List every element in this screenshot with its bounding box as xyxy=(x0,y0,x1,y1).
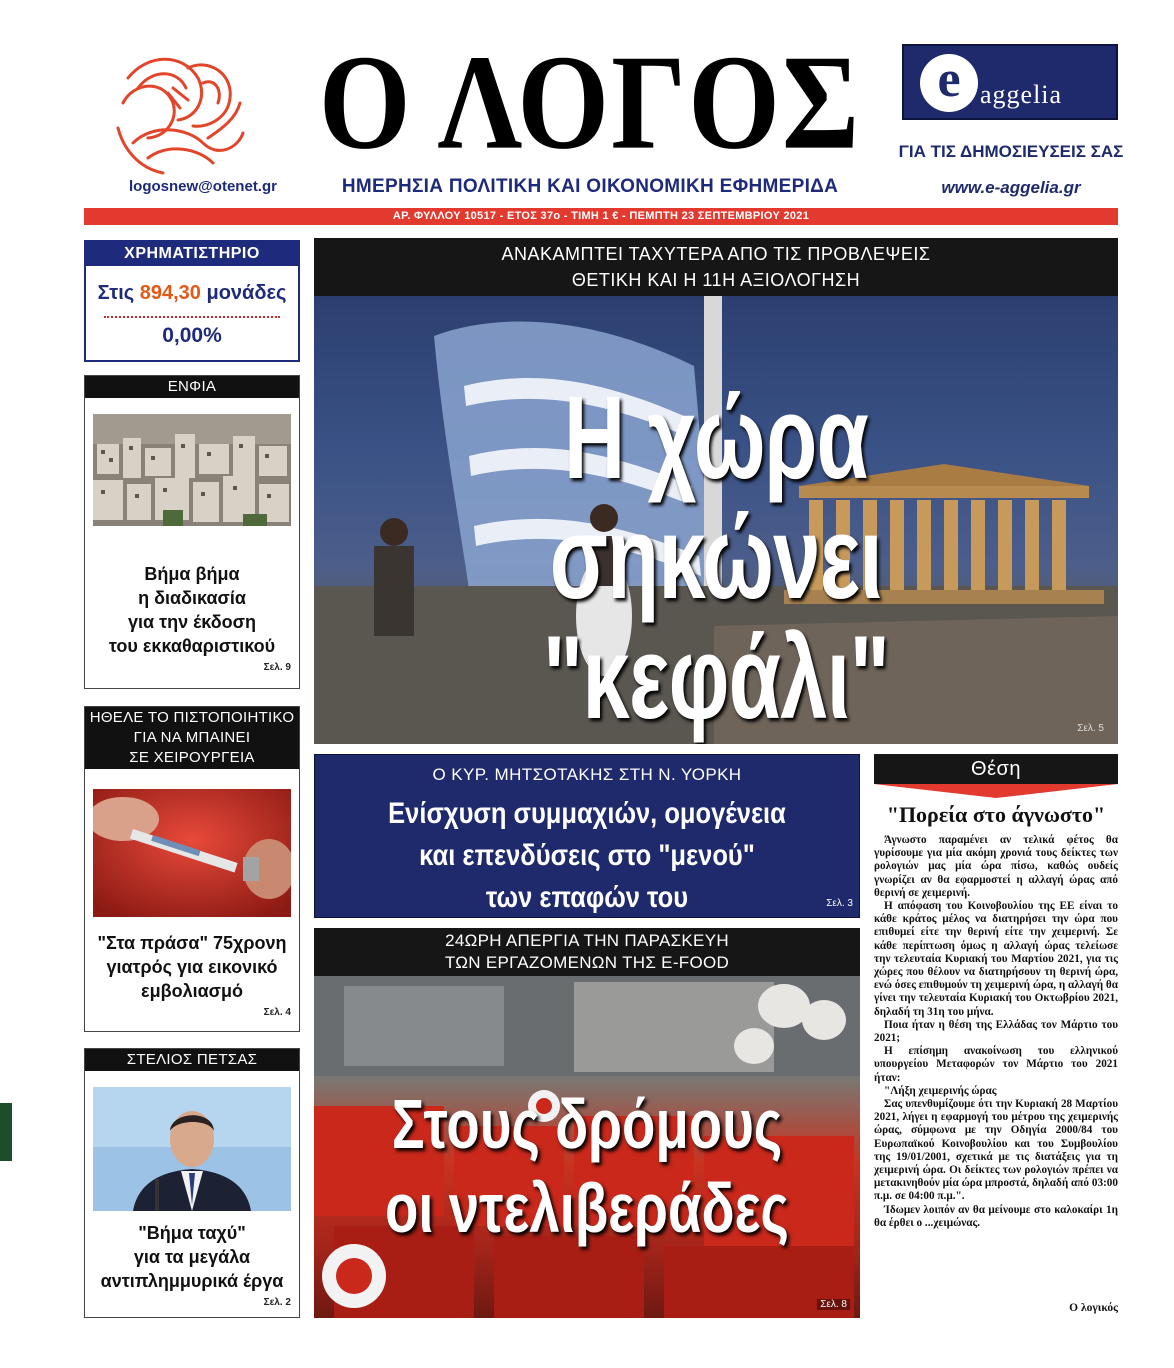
lead-kicker xyxy=(314,238,1118,296)
card-header-line: ΗΘΕΛΕ ΤΟ ΠΙΣΤΟΠΟΙΗΤΙΚΟ xyxy=(89,709,295,726)
strike-kicker-line: 24ΩΡΗ ΑΠΕΡΓΙΑ ΤΗΝ ΠΑΡΑΣΚΕΥΗ xyxy=(445,931,729,950)
stock-header: ΧΡΗΜΑΤΙΣΤΗΡΙΟ xyxy=(86,242,298,266)
card-header xyxy=(85,376,299,398)
mitsotakis-headline xyxy=(356,793,818,919)
stock-change: 0,00% xyxy=(162,324,222,347)
strike-headline-line: Στους δρόμους xyxy=(391,1085,783,1163)
stock-prefix: Στις xyxy=(97,282,135,304)
strike-photo[interactable] xyxy=(314,976,860,1318)
card-text-line: αντιπλημμυρικά έργα xyxy=(100,1271,284,1291)
page-reference: Σελ. 4 xyxy=(263,1007,291,1018)
page-reference: Σελ. 2 xyxy=(263,1297,291,1308)
syringe-photo xyxy=(93,789,291,917)
newspaper-subtitle: ΗΜΕΡΗΣΙΑ ΠΟΛΙΤΙΚΗ ΚΑΙ ΟΙΚΟΝΟΜΙΚΗ ΕΦΗΜΕΡΙΔΑ xyxy=(341,176,839,197)
card-text-line: για τα μεγάλα xyxy=(133,1247,251,1267)
thesi-paragraph: Η απόφαση του Κοινοβουλίου της ΕΕ είναι το κάθε κράτος μέλος να διατηρήσει την ώρα που επιθυμεί είτε την θερινή είτε την χειμερινή. Σε κάθε περίπτωση όμως η αλλαγή ώρας τελείωσε την τελευταία Κυριακή του Μαρτίου 2021, για τις χώρες που θέλουν να διατηρήσουν τη θερινή ώρα, ενώ όσες επιθυμούν τη χειμερινή ώρα, η αλλαγή θα γίνει την τελευταία Κυριακή του Οκτωβρίου 2021, δηλαδή τη 31η του μήνα. xyxy=(874,900,1118,1018)
issue-line: ΑΡ. ΦΥΛΛΟΥ 10517 - ΕΤΟΣ 37ο - ΤΙΜΗ 1 € - ΠΕΜΠΤΗ 23 ΣΕΠΤΕΜΒΡΙΟΥ 2021 xyxy=(392,210,810,222)
stock-market-box xyxy=(84,240,300,362)
edge-marker xyxy=(0,1103,12,1161)
e-aggelia-ad-logo[interactable] xyxy=(902,44,1118,120)
lead-kicker-line: ΑΝΑΚΑΜΠΤΕΙ ΤΑΧΥΤΕΡΑ ΑΠΟ ΤΙΣ ΠΡΟΒΛΕΨΕΙΣ xyxy=(501,244,931,264)
card-text-line: η διαδικασία xyxy=(138,588,246,608)
e-aggelia-tagline: ΓΙΑ ΤΙΣ ΔΗΜΟΣΙΕΥΣΕΙΣ ΣΑΣ xyxy=(898,142,1124,161)
thesi-body xyxy=(874,834,1118,1230)
card-header-line: ΣΤΕΛΙΟΣ ΠΕΤΣΑΣ xyxy=(126,1051,258,1068)
thesi-paragraph: Ποια ήταν η θέση της Ελλάδας τον Μάρτιο του 2021; xyxy=(874,1018,1118,1045)
strike-kicker-line: ΤΩΝ ΕΡΓΑΖΟΜΕΝΩΝ ΤΗΣ E-FOOD xyxy=(444,953,730,972)
e-aggelia-logo-text: aggelia xyxy=(980,80,1063,109)
stock-index-value: 894,30 xyxy=(139,282,201,304)
newspaper-logo-illustration xyxy=(108,48,248,178)
stock-index-line xyxy=(86,282,298,305)
thesi-paragraph: "Λήξη χειμερινής ώρας xyxy=(884,1084,997,1097)
card-header-line: ΣΕ ΧΕΙΡΟΥΡΓΕΙΑ xyxy=(129,749,255,766)
strike-kicker xyxy=(314,928,860,976)
thesi-paragraph: Ίδωμεν λοιπόν αν θα μείνουμε στο καλοκαίρι 1η θα έρθει ο ...χειμώνας. xyxy=(874,1203,1118,1229)
city-buildings-photo xyxy=(93,414,291,526)
thesi-paragraph: Άγνωστο παραμένει αν τελικά φέτος θα γυρίσουμε για μία ακόμη χρονιά τους δείκτες των ρολογιών μας μία ώρα πίσω, καθώς ουδείς γνωρίζει αν θα εφαρμοστεί η αλλαγή ώρας από θερινή σε χειμερινή. xyxy=(874,834,1118,899)
card-header xyxy=(85,1049,299,1071)
mitsotakis-headline-line: Ενίσχυση συμμαχιών, ομογένεια xyxy=(388,797,786,830)
mitsotakis-headline-line: των επαφών του xyxy=(485,881,689,914)
mitsotakis-headline-line: και επενδύσεις στο "μενού" xyxy=(419,839,755,872)
vaccine-card[interactable] xyxy=(84,706,300,1032)
mitsotakis-kicker: Ο ΚΥΡ. ΜΗΤΣΟΤΑΚΗΣ ΣΤΗ Ν. ΥΟΡΚΗ xyxy=(432,765,742,784)
enfia-card[interactable] xyxy=(84,375,300,689)
mitsotakis-story[interactable] xyxy=(314,754,860,918)
thesi-paragraph: Η επίσημη ανακοίνωση του ελληνικού υπουργείου Μεταφορών τον Μάρτιο του 2021 ήταν: xyxy=(874,1045,1118,1084)
page-reference: Σελ. 8 xyxy=(817,1299,850,1310)
lead-headline xyxy=(427,372,1006,744)
page-reference: Σελ. 5 xyxy=(1077,723,1104,734)
lead-kicker-line: ΘΕΤΙΚΗ ΚΑΙ Η 11Η ΑΞΙΟΛΟΓΗΣΗ xyxy=(571,270,861,290)
card-text-line: Βήμα βήμα xyxy=(144,564,240,584)
strike-headline-line: οι ντελιβεράδες xyxy=(385,1169,789,1247)
portrait-photo xyxy=(93,1087,291,1211)
lead-headline-line: σηκώνει "κεφάλι" xyxy=(542,492,890,744)
stock-divider xyxy=(104,316,280,318)
card-header-line: ΕΝΦΙΑ xyxy=(167,378,217,395)
card-story-text xyxy=(85,562,299,658)
stock-suffix: μονάδες xyxy=(206,282,287,304)
page-reference: Σελ. 9 xyxy=(263,662,291,673)
card-text-line: "Στα πράσα" 75χρονη xyxy=(97,933,287,953)
thesi-title: "Πορεία στο άγνωστο" xyxy=(886,802,1106,827)
card-text-line: γιατρός για εικονικό xyxy=(106,957,278,977)
lead-headline-line: Η χώρα xyxy=(563,372,869,504)
newspaper-title: Ο ΛΟΓΟΣ xyxy=(318,26,862,178)
thesi-paragraph: Σας υπενθυμίζουμε ότι την Κυριακή 28 Μαρτίου 2021, λήγει η εφαρμογή του μέτρου της χειμερινής ώρας, σύμφωνα με την Οδηγία 2000/84 του Ευρωπαϊκού Κοινοβουλίου και του Συμβουλίου της 19/01/2001, σχετικά με τις διατάξεις για τη χειμερινή ώρα. Οι δείκτες των ρολογιών πρέπει να μετακινηθούν μία ώρα μπροστά, δηλαδή από 03:00 π.μ. σε 04:00 π.μ.". xyxy=(874,1098,1118,1203)
petsas-card[interactable] xyxy=(84,1048,300,1318)
thesi-header-arrow xyxy=(874,784,1118,798)
e-aggelia-url[interactable]: www.e-aggelia.gr xyxy=(941,178,1081,197)
thesi-header: Θέση xyxy=(874,754,1118,784)
card-text-line: για την έκδοση xyxy=(128,612,256,632)
contact-email[interactable]: logosnew@otenet.gr xyxy=(129,178,277,195)
page-reference: Σελ. 3 xyxy=(826,898,853,909)
card-header-line: ΓΙΑ ΝΑ ΜΠΑΙΝΕΙ xyxy=(133,729,251,746)
thesi-signature: Ο λογικός xyxy=(1069,1302,1118,1314)
card-text-line: του εκκαθαριστικού xyxy=(108,636,276,656)
lead-story-photo[interactable] xyxy=(314,296,1118,744)
card-story-text xyxy=(85,1221,299,1293)
card-header xyxy=(85,707,299,769)
card-story-text xyxy=(85,931,299,1003)
e-aggelia-logo-letter: e xyxy=(920,54,978,112)
strike-headline xyxy=(374,1082,800,1250)
card-text-line: εμβολιασμό xyxy=(141,981,243,1001)
card-text-line: "Βήμα ταχύ" xyxy=(138,1223,246,1243)
